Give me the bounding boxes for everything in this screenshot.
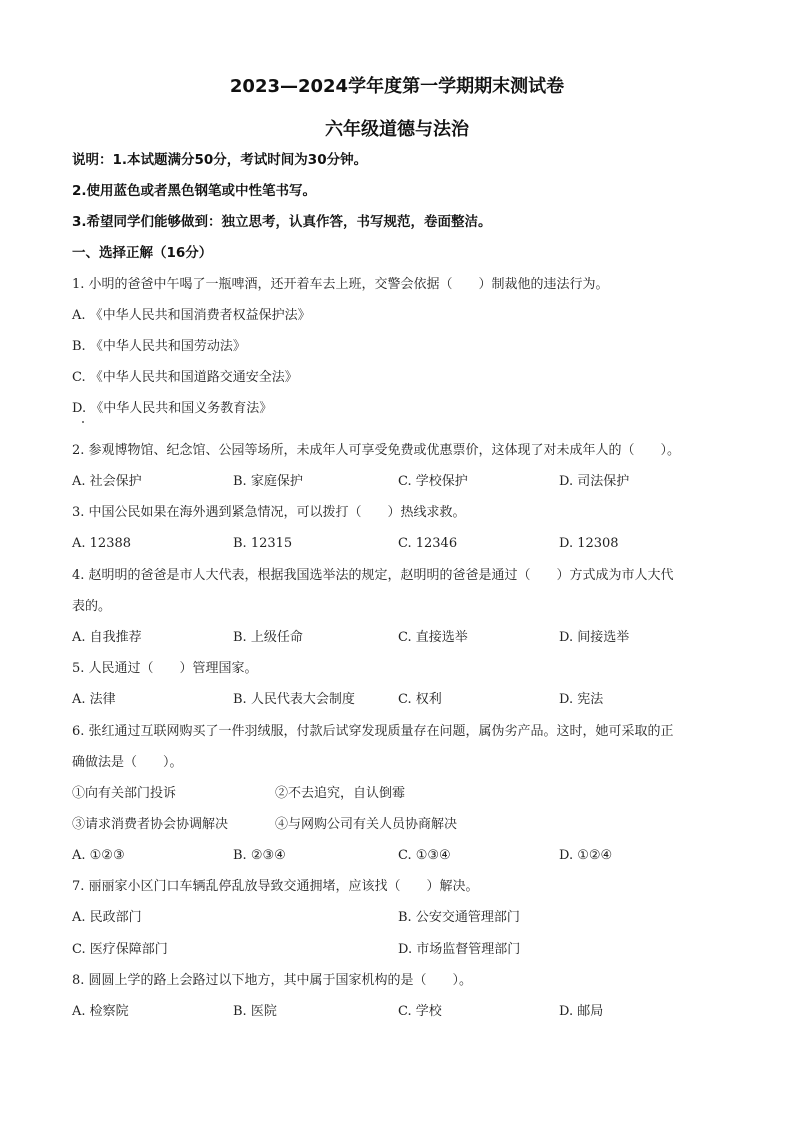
question-2-stem: 2. 参观博物馆、纪念馆、公园等场所，未成年人可享受免费或优惠票价，这体现了对未成年人的（ ）。 bbox=[72, 443, 681, 458]
question-4-stem-line-1: 4. 赵明明的爸爸是市人大代表，根据我国选举法的规定，赵明明的爸爸是通过（ ）方式成为市人大代 bbox=[72, 568, 674, 583]
question-6-choices-row-1 bbox=[72, 784, 732, 804]
instruction-2: 2.使用蓝色或者黑色钢笔或中性笔书写。 bbox=[72, 183, 317, 199]
question-5-option-b: B. 人民代表大会制度 bbox=[233, 692, 355, 707]
question-3-option-b: B. 12315 bbox=[233, 536, 293, 551]
question-8-options bbox=[72, 1002, 732, 1022]
question-3-option-a: A. 12388 bbox=[72, 536, 132, 551]
question-8-option-c: C. 学校 bbox=[398, 1004, 442, 1019]
question-5-option-d: D. 宪法 bbox=[559, 692, 604, 707]
question-8-option-a: A. 检察院 bbox=[72, 1004, 129, 1019]
question-7-stem: 7. 丽丽家小区门口车辆乱停乱放导致交通拥堵，应该找（ ）解决。 bbox=[72, 879, 479, 894]
question-7-options-row-2 bbox=[72, 940, 732, 960]
question-4-stem-line-2: 表的。 bbox=[72, 599, 112, 614]
question-4-options bbox=[72, 628, 732, 648]
instruction-1: 说明：1.本试题满分50分，考试时间为30分钟。 bbox=[72, 152, 368, 168]
question-6-option-c: C. ①③④ bbox=[398, 848, 451, 863]
question-8-option-d: D. 邮局 bbox=[559, 1004, 604, 1019]
question-3-stem: 3. 中国公民如果在海外遇到紧急情况，可以拨打（ ）热线求救。 bbox=[72, 505, 466, 520]
question-6-stem-line-1: 6. 张红通过互联网购买了一件羽绒服，付款后试穿发现质量存在问题，属伪劣产品。这时，她可采取的正 bbox=[72, 724, 674, 739]
stray-dot bbox=[82, 421, 84, 423]
question-5-option-a: A. 法律 bbox=[72, 692, 116, 707]
question-6-choice-1: ①向有关部门投诉 bbox=[72, 786, 177, 801]
question-1-stem: 1. 小明的爸爸中午喝了一瓶啤酒，还开着车去上班，交警会依据（ ）制裁他的违法行为。 bbox=[72, 277, 609, 292]
question-7-option-b: B. 公安交通管理部门 bbox=[398, 910, 520, 925]
exam-subtitle: 六年级道德与法治 bbox=[325, 119, 469, 140]
section-title: 一、选择正解（16分） bbox=[72, 245, 213, 261]
question-2-option-d: D. 司法保护 bbox=[559, 474, 630, 489]
question-1-option-d: D. 《中华人民共和国义务教育法》 bbox=[72, 401, 273, 416]
question-6-options bbox=[72, 846, 732, 866]
question-8-stem: 8. 圆圆上学的路上会路过以下地方，其中属于国家机构的是（ ）。 bbox=[72, 973, 473, 988]
question-7-option-d: D. 市场监督管理部门 bbox=[398, 942, 521, 957]
question-2-option-c: C. 学校保护 bbox=[398, 474, 468, 489]
question-4-option-d: D. 间接选举 bbox=[559, 630, 630, 645]
question-6-option-a: A. ①②③ bbox=[72, 848, 125, 863]
question-6-option-d: D. ①②④ bbox=[559, 848, 613, 863]
exam-title: 2023—2024学年度第一学期期末测试卷 bbox=[229, 76, 565, 97]
question-3-option-c: C. 12346 bbox=[398, 536, 458, 551]
question-4-option-a: A. 自我推荐 bbox=[72, 630, 142, 645]
question-6-stem-line-2: 确做法是（ ）。 bbox=[72, 755, 183, 770]
question-7-option-c: C. 医疗保障部门 bbox=[72, 942, 168, 957]
question-6-choice-2: ②不去追究，自认倒霉 bbox=[275, 786, 406, 801]
question-6-choice-3: ③请求消费者协会协调解决 bbox=[72, 817, 229, 832]
question-8-option-b: B. 医院 bbox=[233, 1004, 277, 1019]
question-4-option-b: B. 上级任命 bbox=[233, 630, 303, 645]
question-1-option-c: C. 《中华人民共和国道路交通安全法》 bbox=[72, 370, 298, 385]
question-2-option-b: B. 家庭保护 bbox=[233, 474, 303, 489]
question-3-option-d: D. 12308 bbox=[559, 536, 619, 551]
question-1-option-a: A. 《中华人民共和国消费者权益保护法》 bbox=[72, 308, 311, 323]
question-6-choices-row-2 bbox=[72, 815, 732, 835]
question-2-options bbox=[72, 472, 732, 492]
question-1-option-b: B. 《中华人民共和国劳动法》 bbox=[72, 339, 246, 354]
question-6-option-b: B. ②③④ bbox=[233, 848, 286, 863]
question-2-option-a: A. 社会保护 bbox=[72, 474, 142, 489]
question-7-option-a: A. 民政部门 bbox=[72, 910, 142, 925]
question-5-option-c: C. 权利 bbox=[398, 692, 442, 707]
instruction-3: 3.希望同学们能够做到：独立思考，认真作答，书写规范，卷面整洁。 bbox=[72, 214, 492, 230]
question-7-options-row-1 bbox=[72, 908, 732, 928]
question-5-options bbox=[72, 690, 732, 710]
question-6-choice-4: ④与网购公司有关人员协商解决 bbox=[275, 817, 458, 832]
question-3-options bbox=[72, 534, 732, 554]
question-4-option-c: C. 直接选举 bbox=[398, 630, 468, 645]
question-5-stem: 5. 人民通过（ ）管理国家。 bbox=[72, 661, 258, 676]
